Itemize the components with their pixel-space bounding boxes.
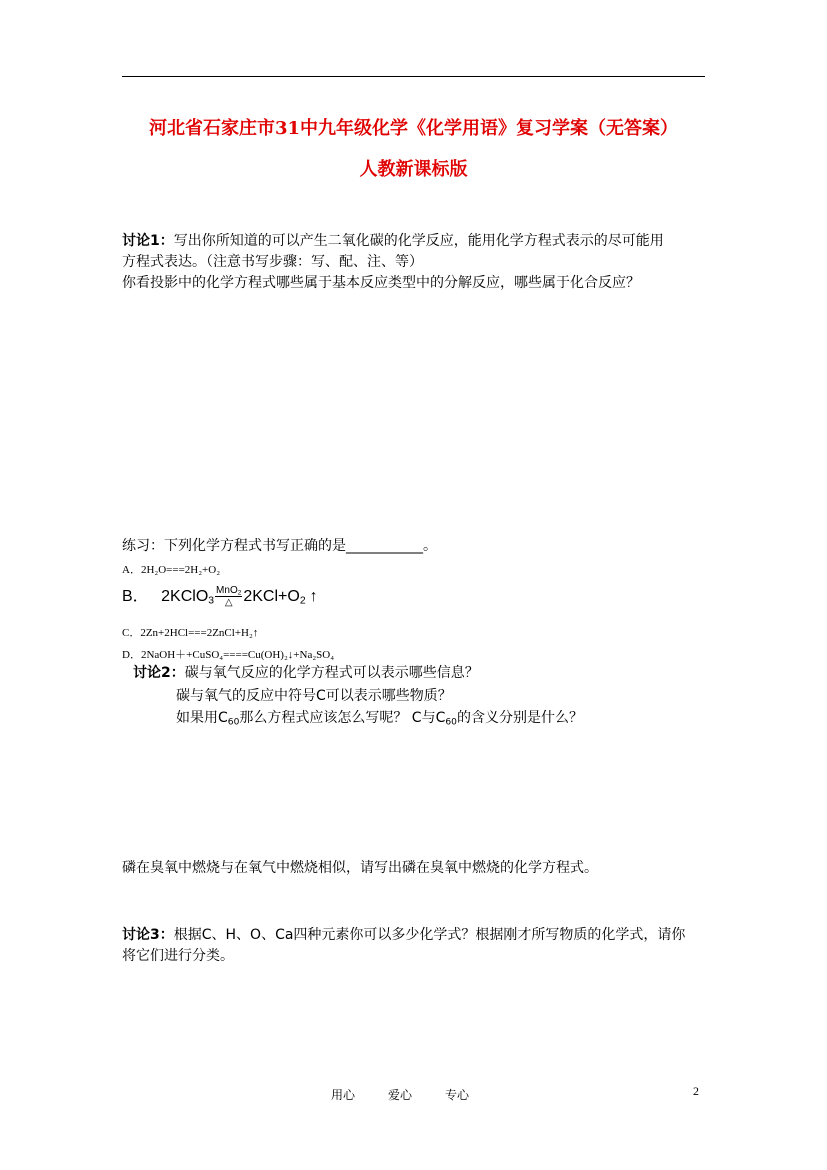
- option-b-product-sub: 2: [299, 595, 306, 607]
- discussion1-text1: 写出你所知道的可以产生二氧化碳的化学反应，能用化学方程式表示的尽可能用: [173, 233, 664, 249]
- discussion2-text3c: 的含义分别是什么？: [456, 710, 583, 726]
- discussion3-line2: 将它们进行分类。: [122, 948, 234, 964]
- discussion2-label: 讨论2：: [133, 665, 185, 681]
- option-b-catalyst: MnO: [216, 585, 238, 597]
- up-arrow-icon: ↑: [309, 588, 318, 605]
- header-rule: [122, 76, 705, 77]
- exercise-option-a: A．2H₂O===2H₂+O₂: [122, 564, 221, 576]
- exercise-prompt: 练习：下列化学方程式书写正确的是___________。: [122, 538, 437, 554]
- option-b-product: [243, 588, 305, 605]
- option-b-catalyst-sub: 2: [237, 589, 242, 597]
- exercise-option-c: C．2Zn+2HCl===2ZnCl+H₂↑: [122, 627, 259, 639]
- page-number: 2: [693, 1084, 699, 1098]
- option-b-reactant: [161, 588, 214, 605]
- option-b-condition: [215, 585, 242, 608]
- discussion2-sub1: 60: [227, 717, 240, 728]
- discussion3-label: 讨论3：: [122, 927, 174, 943]
- discussion3-line1: [122, 925, 685, 945]
- discussion1-label: 讨论1：: [122, 233, 174, 249]
- option-b-reactant-sub: 3: [208, 595, 215, 607]
- exercise-option-b: [122, 584, 318, 610]
- exercise-option-d: D．2NaOH＋+CuSO₄====Cu(OH)₂↓+Na₂SO₄: [122, 649, 335, 661]
- option-b-product-formula: 2KCl+O: [243, 588, 300, 605]
- option-b-reactant-formula: 2KClO: [161, 588, 209, 605]
- discussion1-line2: 方程式表达。（注意书写步骤：写、配、注、等）: [122, 254, 423, 270]
- phosphorus-question: 磷在臭氧中燃烧与在氧气中燃烧相似，请写出磷在臭氧中燃烧的化学方程式。: [122, 860, 598, 876]
- footer-item-2: 爱心: [388, 1088, 413, 1102]
- option-b-heat: △: [224, 597, 233, 609]
- footer-item-3: 专心: [445, 1088, 470, 1102]
- document-subtitle: 人教新课标版: [359, 159, 468, 180]
- discussion2-line2: 碳与氧气的反应中符号C可以表示哪些物质？: [176, 688, 452, 704]
- discussion2-sub2: 60: [445, 717, 457, 728]
- discussion1-line3: 你看投影中的化学方程式哪些属于基本反应类型中的分解反应，哪些属于化合反应？: [122, 275, 640, 291]
- discussion3-text1: 根据C、H、O、Ca四种元素你可以多少化学式？根据刚才所写物质的化学式，请你: [173, 927, 686, 943]
- footer-item-1: 用心: [331, 1088, 356, 1102]
- discussion1-line1: [122, 231, 664, 251]
- discussion2-text3b: 那么方程式应该怎么写呢？ C与C: [239, 710, 446, 726]
- discussion2-text1: 碳与氧气反应的化学方程式可以表示哪些信息？: [184, 665, 479, 681]
- option-b-prefix: B．: [122, 588, 149, 605]
- discussion2-line1: [133, 663, 479, 683]
- discussion2-text3a: 如果用C: [176, 710, 228, 726]
- discussion2-line3: [176, 708, 583, 728]
- document-title: 河北省石家庄市31中九年级化学《化学用语》复习学案（无答案）: [148, 118, 679, 139]
